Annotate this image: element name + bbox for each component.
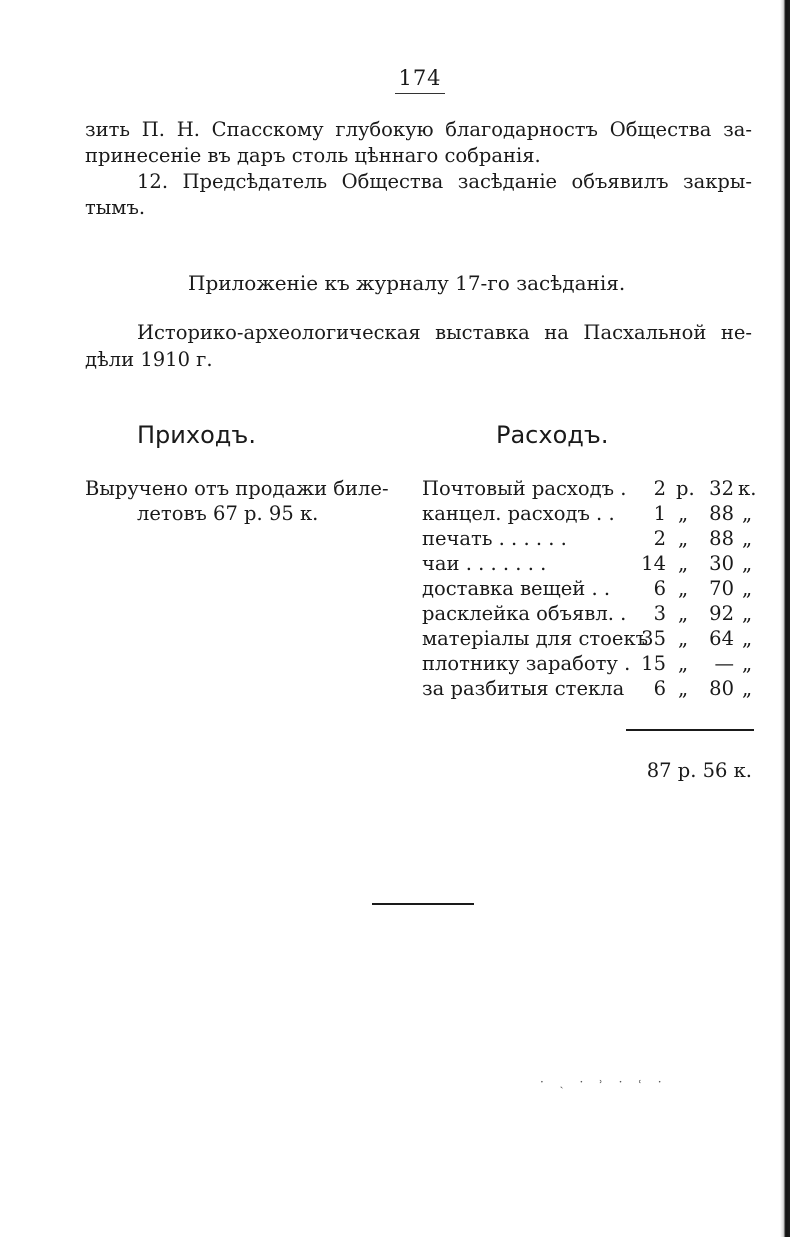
exhibition-subtitle-line-1: Историко-археологическая выставка на Пасхальной не- [137,321,752,344]
expense-separator: „ [678,577,689,600]
expense-kopecks: 88 [709,502,734,525]
expense-unit: „ [742,652,753,675]
expense-rubles: 15 [641,652,666,675]
expense-unit: „ [742,552,753,575]
ink-smudge: · ˏ · ˒ · ˓ · [540,1075,668,1089]
expense-label: чаи . . . . . . . [422,552,547,575]
expense-kopecks: 64 [709,627,734,650]
expense-label: Почтовый расходъ . [422,477,627,500]
expense-kopecks: 88 [709,527,734,550]
page-edge-shadow [780,0,790,1237]
paragraph-1-line-2: принесеніе въ даръ столь цѣннаго собранія. [85,144,541,167]
expense-rubles: 3 [653,602,666,625]
expense-separator: „ [678,552,689,575]
paragraph-2-line-1: 12. Предсѣдатель Общества засѣданіе объявилъ закры- [137,170,752,193]
expense-label: расклейка объявл. . [422,602,627,625]
page-number: 174 [398,66,442,90]
expense-separator: „ [678,652,689,675]
expense-label: канцел. расходъ . . [422,502,615,525]
expense-rubles: 6 [653,577,666,600]
expense-rubles: 6 [653,677,666,700]
expense-unit: к. [738,477,757,500]
expense-kopecks: 92 [709,602,734,625]
paragraph-1-line-1: зить П. Н. Спасскому глубокую благодарностъ Общества за- [85,118,752,141]
expense-unit: „ [742,602,753,625]
expense-rubles: 35 [641,627,666,650]
total-rule [626,729,754,731]
income-line-1: Выручено отъ продажи биле- [85,477,389,500]
expense-label: доставка вещей . . [422,577,611,600]
closing-rule [372,903,474,905]
expense-unit: „ [742,677,753,700]
expenses-total: 87 р. 56 к. [646,759,752,782]
expense-separator: „ [678,502,689,525]
expense-separator: „ [678,602,689,625]
expense-label: матеріалы для стоекъ [422,627,649,650]
expense-rubles: 2 [653,527,666,550]
income-line-2: летовъ 67 р. 95 к. [137,502,319,525]
expense-rubles: 1 [653,502,666,525]
appendix-title: Приложеніе къ журналу 17-го засѣданія. [188,271,626,295]
expense-label: печать . . . . . . [422,527,567,550]
expenses-heading: Расходъ. [496,421,609,449]
exhibition-subtitle-line-2: дѣли 1910 г. [85,348,213,371]
paragraph-2-line-2: тымъ. [85,196,146,219]
expense-rubles: 2 [653,477,666,500]
expense-separator: „ [678,527,689,550]
expense-kopecks: — [714,652,734,675]
expense-separator: „ [678,677,689,700]
expense-separator: р. [676,477,695,500]
expense-kopecks: 30 [709,552,734,575]
expense-rubles: 14 [641,552,666,575]
expense-unit: „ [742,627,753,650]
expense-kopecks: 80 [709,677,734,700]
expense-unit: „ [742,502,753,525]
expense-label: плотнику заработу . [422,652,631,675]
expense-kopecks: 32 [709,477,734,500]
expense-label: за разбитыя стекла [422,677,625,700]
expense-separator: „ [678,627,689,650]
expense-unit: „ [742,527,753,550]
expense-kopecks: 70 [709,577,734,600]
income-heading: Приходъ. [137,421,256,449]
expense-unit: „ [742,577,753,600]
page-number-underline [395,93,445,94]
